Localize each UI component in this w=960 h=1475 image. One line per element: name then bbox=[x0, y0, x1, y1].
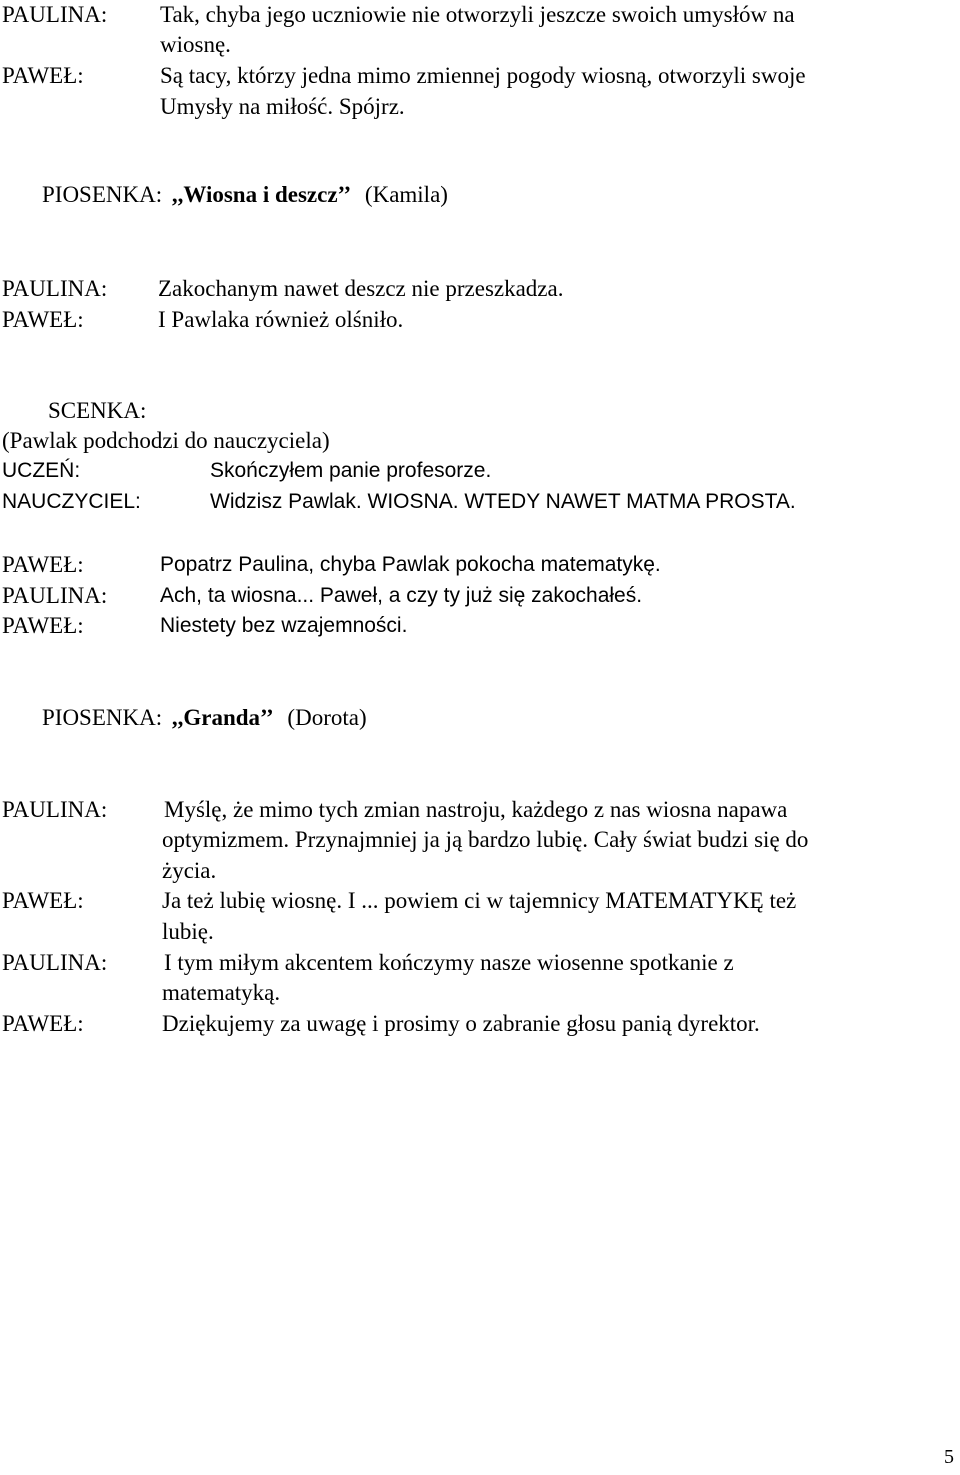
line-text: lubię. bbox=[162, 919, 214, 944]
line-text: Myślę, że mimo tych zmian nastroju, każdego z nas wiosna napawa bbox=[164, 797, 788, 822]
speaker-label: PAWEŁ: bbox=[2, 552, 84, 577]
line-text: Dziękujemy za uwagę i prosimy o zabranie głosu panią dyrektor. bbox=[162, 1011, 760, 1036]
line-text: Skończyłem panie profesorze. bbox=[210, 459, 492, 482]
song-author: (Dorota) bbox=[287, 705, 367, 730]
speaker-label: PAWEŁ: bbox=[2, 613, 84, 638]
speaker-label: PAWEŁ: bbox=[2, 63, 84, 88]
song-label: PIOSENKA: bbox=[42, 182, 163, 207]
speaker-label: PAULINA: bbox=[2, 276, 108, 301]
line-text: Tak, chyba jego uczniowie nie otworzyli jeszcze swoich umysłów na bbox=[160, 2, 795, 27]
line-text: Umysły na miłość. Spójrz. bbox=[160, 94, 405, 119]
speaker-label: PAULINA: bbox=[2, 797, 108, 822]
line-text: Niestety bez wzajemności. bbox=[160, 614, 408, 637]
line-text: Widzisz Pawlak. WIOSNA. WTEDY NAWET MATMA PROSTA. bbox=[210, 490, 796, 513]
direction-text: (Pawlak podchodzi do nauczyciela) bbox=[2, 428, 330, 453]
line-text: optymizmem. Przynajmniej ja ją bardzo lubię. Cały świat budzi się do bbox=[162, 827, 809, 852]
line-text: I tym miłym akcentem kończymy nasze wiosenne spotkanie z bbox=[164, 950, 734, 975]
speaker-label: NAUCZYCIEL: bbox=[2, 490, 141, 513]
speaker-label: PAWEŁ: bbox=[2, 888, 84, 913]
speaker-label: PAWEŁ: bbox=[2, 1011, 84, 1036]
speaker-label: PAWEŁ: bbox=[2, 307, 84, 332]
speaker-label: UCZEŃ: bbox=[2, 459, 81, 482]
song-author: (Kamila) bbox=[364, 182, 448, 207]
line-text: Ja też lubię wiosnę. I ... powiem ci w tajemnicy MATEMATYKĘ też bbox=[162, 888, 797, 913]
line-text: Ach, ta wiosna... Paweł, a czy ty już się zakochałeś. bbox=[160, 584, 643, 607]
song-title: ,,Wiosna i deszcz’’ bbox=[171, 182, 352, 207]
song-title: ,,Granda’’ bbox=[171, 705, 274, 730]
speaker-label: PAULINA: bbox=[2, 2, 108, 27]
line-text: życia. bbox=[162, 858, 217, 883]
line-text: Zakochanym nawet deszcz nie przeszkadza. bbox=[158, 276, 564, 301]
song-label: PIOSENKA: bbox=[42, 705, 163, 730]
line-text: I Pawlaka również olśniło. bbox=[158, 307, 404, 332]
song-heading bbox=[42, 703, 367, 733]
page-number: 5 bbox=[944, 1446, 954, 1468]
line-text: Są tacy, którzy jedna mimo zmiennej pogody wiosną, otworzyli swoje bbox=[160, 63, 806, 88]
line-text: wiosnę. bbox=[160, 32, 231, 57]
speaker-label: PAULINA: bbox=[2, 583, 108, 608]
line-text: matematyką. bbox=[162, 980, 281, 1005]
line-text: Popatrz Paulina, chyba Pawlak pokocha matematykę. bbox=[160, 553, 661, 576]
scene-heading: SCENKA: bbox=[48, 398, 147, 423]
speaker-label: PAULINA: bbox=[2, 950, 108, 975]
song-heading bbox=[42, 180, 448, 210]
